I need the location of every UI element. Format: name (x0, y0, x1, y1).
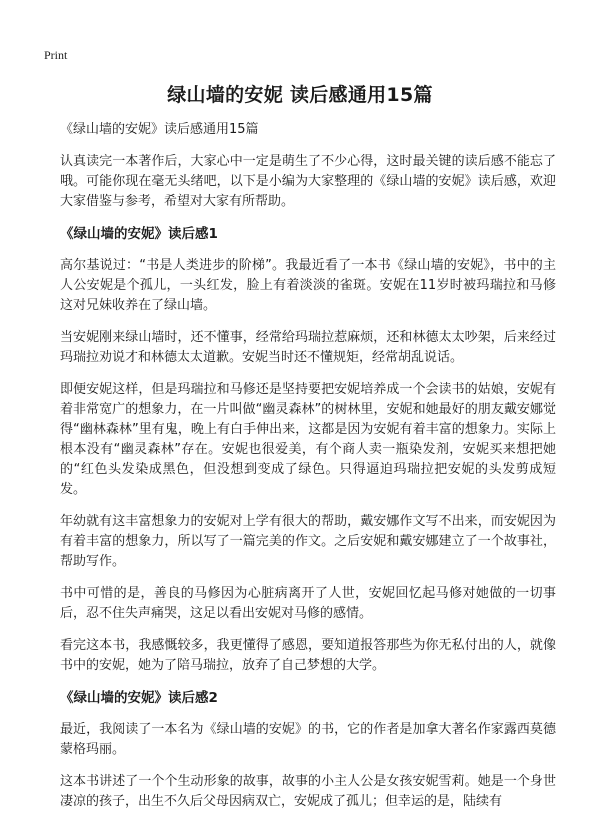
section-heading-2: 《绿山墙的安妮》读后感2 (60, 690, 218, 706)
paragraph: 看完这本书，我感慨较多，我更懂得了感恩，要知道报答那些为你无私付出的人，就像书中的安妮，她为了陪马瑞拉，放弃了自己梦想的大学。 (60, 638, 556, 673)
paragraph: 年幼就有这丰富想象力的安妮对上学有很大的帮助，戴安娜作文写不出来，而安妮因为有着丰富的想象力，所以写了一篇完美的作文。之后安妮和戴安娜建立了一个故事社，帮助写作。 (60, 514, 556, 569)
print-link[interactable]: Print (44, 48, 68, 62)
section-heading-1: 《绿山墙的安妮》读后感1 (60, 226, 218, 242)
paragraph: 这本书讲述了一个个生动形象的故事，故事的小主人公是女孩安妮雪莉。她是一个身世凄凉的孩子，出生不久后父母因病双亡，安妮成了孤儿；但幸运的是，陆续有 (60, 774, 556, 809)
page-title: 绿山墙的安妮 读后感通用15篇 (167, 84, 433, 106)
paragraph: 当安妮刚来绿山墙时，还不懂事，经常给玛瑞拉惹麻烦，还和林德太太吵架，后来经过玛瑞拉劝说才和林德太太道歉。安妮当时还不懂规矩，经常胡乱说话。 (60, 330, 556, 365)
paragraph: 即便安妮这样，但是玛瑞拉和马修还是坚持要把安妮培养成一个会读书的姑娘，安妮有着非常宽广的想象力，在一片叫做“幽灵森林”的树林里，安妮和她最好的朋友戴安娜觉得“幽林森林”里有鬼，晚上有白手伸出来，这都是因为安妮有着丰富的想象力。实际上根本没有“幽灵森林”存在。安妮也很爱美，有个商人卖一瓶染发剂，安妮买来想把她的“红色头发染成黑色，但没想到变成了绿色。只得逼迫玛瑞拉把安妮的头发剪成短发。 (60, 382, 556, 497)
paragraph: 最近，我阅读了一本名为《绿山墙的安妮》的书，它的作者是加拿大著名作家露西莫德蒙格玛丽。 (60, 722, 556, 757)
article-body (60, 120, 556, 824)
paragraph: 书中可惜的是，善良的马修因为心脏病离开了人世，安妮回忆起马修对她做的一切事后，忍不住失声痛哭，这足以看出安妮对马修的感情。 (60, 586, 556, 621)
paragraph: 高尔基说过：“书是人类进步的阶梯”。我最近看了一本书《绿山墙的安妮》，书中的主人公安妮是个孤儿，一头红发，脸上有着淡淡的雀斑。安妮在11岁时被玛瑞拉和马修这对兄妹收养在了绿山墙。 (60, 258, 556, 313)
intro-paragraph: 认真读完一本著作后，大家心中一定是萌生了不少心得，这时最关键的读后感不能忘了哦。可能你现在毫无头绪吧，以下是小编为大家整理的《绿山墙的安妮》读后感，欢迎大家借鉴与参考，希望对大家有所帮助。 (60, 154, 556, 209)
article-subtitle: 《绿山墙的安妮》读后感通用15篇 (60, 122, 259, 137)
